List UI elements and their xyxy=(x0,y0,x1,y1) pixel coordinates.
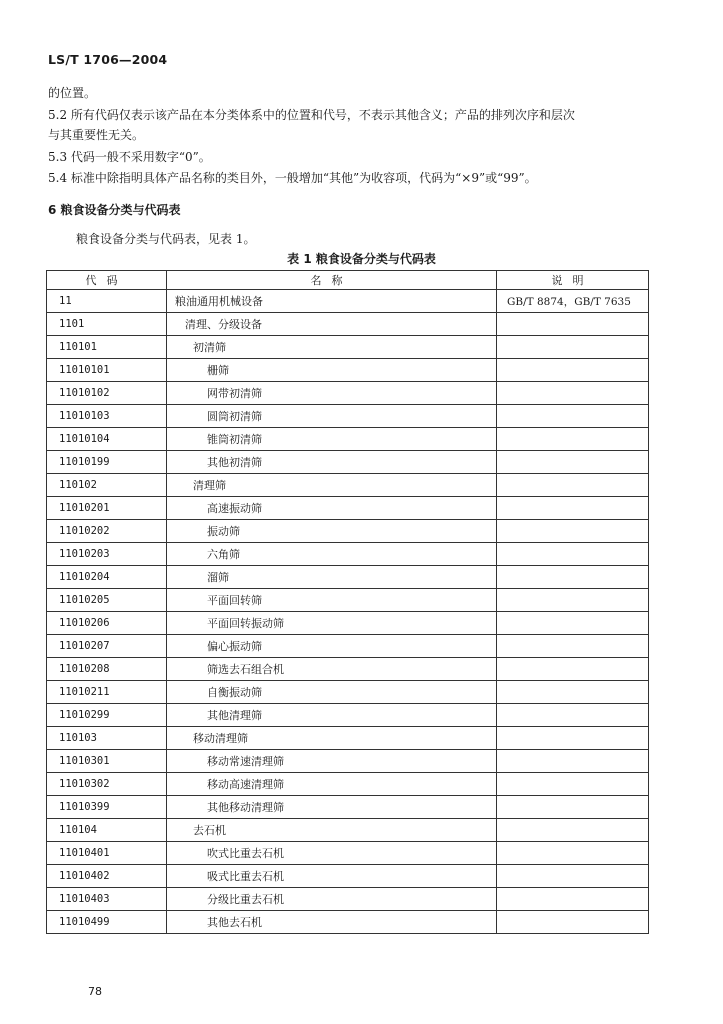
row-note xyxy=(497,750,649,773)
row-name-cell xyxy=(167,727,497,750)
row-name-cell xyxy=(167,750,497,773)
row-name-cell xyxy=(167,796,497,819)
table-row xyxy=(47,888,649,911)
row-note: GB/T 8874，GB/T 7635 xyxy=(497,290,649,313)
row-name: 其他清理筛 xyxy=(207,709,262,722)
row-note xyxy=(497,681,649,704)
row-code: 1101 xyxy=(47,313,167,336)
row-name-cell xyxy=(167,704,497,727)
row-name: 圆筒初清筛 xyxy=(207,410,262,423)
row-name: 移动清理筛 xyxy=(193,732,248,745)
table-header-row xyxy=(47,271,649,290)
row-name: 清理、分级设备 xyxy=(185,318,262,331)
row-code: 11010499 xyxy=(47,911,167,934)
table-row xyxy=(47,911,649,934)
row-code: 11010205 xyxy=(47,589,167,612)
section-intro: 粮食设备分类与代码表，见表 1。 xyxy=(76,232,256,246)
row-name: 其他初清筛 xyxy=(207,456,262,469)
row-note xyxy=(497,520,649,543)
row-name-cell xyxy=(167,543,497,566)
column-header-code: 代码 xyxy=(47,271,167,290)
row-note xyxy=(497,796,649,819)
row-name-cell xyxy=(167,382,497,405)
table-row xyxy=(47,405,649,428)
row-code: 11010203 xyxy=(47,543,167,566)
row-code: 11010202 xyxy=(47,520,167,543)
row-name-cell xyxy=(167,681,497,704)
row-name-cell xyxy=(167,405,497,428)
row-code: 11010301 xyxy=(47,750,167,773)
standard-code: LS/T 1706—2004 xyxy=(48,52,168,67)
row-note xyxy=(497,842,649,865)
row-code: 11010403 xyxy=(47,888,167,911)
row-code: 11010402 xyxy=(47,865,167,888)
row-note xyxy=(497,589,649,612)
row-code: 11010104 xyxy=(47,428,167,451)
row-name: 粮油通用机械设备 xyxy=(175,295,263,308)
page-number: 78 xyxy=(88,985,102,998)
row-name: 移动常速清理筛 xyxy=(207,755,284,768)
row-code: 110104 xyxy=(47,819,167,842)
row-code: 11010204 xyxy=(47,566,167,589)
column-header-note: 说明 xyxy=(497,271,649,290)
row-note xyxy=(497,451,649,474)
table-row xyxy=(47,704,649,727)
table-row xyxy=(47,428,649,451)
row-name: 偏心振动筛 xyxy=(207,640,262,653)
row-code: 11 xyxy=(47,290,167,313)
row-name-cell xyxy=(167,451,497,474)
row-name: 栅筛 xyxy=(207,364,229,377)
row-note xyxy=(497,704,649,727)
section-heading: 6 粮食设备分类与代码表 xyxy=(48,203,181,217)
row-name-cell xyxy=(167,635,497,658)
column-header-name: 名称 xyxy=(167,271,497,290)
table-row xyxy=(47,612,649,635)
row-name-cell xyxy=(167,359,497,382)
row-code: 11010201 xyxy=(47,497,167,520)
row-name: 平面回转振动筛 xyxy=(207,617,284,630)
table-row xyxy=(47,865,649,888)
row-code: 11010207 xyxy=(47,635,167,658)
row-code: 110102 xyxy=(47,474,167,497)
row-name-cell xyxy=(167,497,497,520)
table-row xyxy=(47,727,649,750)
table-row xyxy=(47,635,649,658)
row-code: 11010299 xyxy=(47,704,167,727)
row-name: 平面回转筛 xyxy=(207,594,262,607)
table-row xyxy=(47,819,649,842)
row-note xyxy=(497,497,649,520)
table-caption: 表 1 粮食设备分类与代码表 xyxy=(287,252,436,266)
table-row xyxy=(47,543,649,566)
row-note xyxy=(497,635,649,658)
row-name-cell xyxy=(167,428,497,451)
row-name: 高速振动筛 xyxy=(207,502,262,515)
row-name-cell xyxy=(167,773,497,796)
row-name: 六角筛 xyxy=(207,548,240,561)
row-note xyxy=(497,888,649,911)
table-row xyxy=(47,497,649,520)
row-name: 初清筛 xyxy=(193,341,226,354)
table-row xyxy=(47,842,649,865)
table-row xyxy=(47,658,649,681)
table-row xyxy=(47,589,649,612)
row-code: 11010103 xyxy=(47,405,167,428)
table-row xyxy=(47,382,649,405)
row-name-cell xyxy=(167,313,497,336)
row-code: 11010302 xyxy=(47,773,167,796)
row-code: 110103 xyxy=(47,727,167,750)
row-note xyxy=(497,313,649,336)
table-row xyxy=(47,451,649,474)
row-name-cell xyxy=(167,589,497,612)
row-name-cell xyxy=(167,612,497,635)
row-name-cell xyxy=(167,566,497,589)
row-code: 11010399 xyxy=(47,796,167,819)
row-name-cell xyxy=(167,290,497,313)
row-note xyxy=(497,658,649,681)
row-note xyxy=(497,612,649,635)
row-name: 清理筛 xyxy=(193,479,226,492)
row-note xyxy=(497,474,649,497)
table-row xyxy=(47,474,649,497)
row-code: 11010401 xyxy=(47,842,167,865)
row-name: 移动高速清理筛 xyxy=(207,778,284,791)
row-name-cell xyxy=(167,336,497,359)
table-row xyxy=(47,681,649,704)
row-code: 110101 xyxy=(47,336,167,359)
row-note xyxy=(497,727,649,750)
row-note xyxy=(497,405,649,428)
table-row xyxy=(47,796,649,819)
row-note xyxy=(497,543,649,566)
row-name-cell xyxy=(167,474,497,497)
row-note xyxy=(497,865,649,888)
row-code: 11010102 xyxy=(47,382,167,405)
row-name: 自衡振动筛 xyxy=(207,686,262,699)
row-note xyxy=(497,566,649,589)
row-note xyxy=(497,382,649,405)
table-row xyxy=(47,566,649,589)
row-name: 分级比重去石机 xyxy=(207,893,284,906)
table-row xyxy=(47,290,649,313)
row-name-cell xyxy=(167,819,497,842)
table-row xyxy=(47,750,649,773)
paragraph-line: 5.2 所有代码仅表示该产品在本分类体系中的位置和代号，不表示其他含义；产品的排列次序和层次 xyxy=(48,108,575,122)
row-name-cell xyxy=(167,842,497,865)
classification-table xyxy=(46,270,649,934)
row-name: 锥筒初清筛 xyxy=(207,433,262,446)
row-code: 11010208 xyxy=(47,658,167,681)
row-name-cell xyxy=(167,865,497,888)
row-note xyxy=(497,819,649,842)
row-name: 溜筛 xyxy=(207,571,229,584)
row-code: 11010199 xyxy=(47,451,167,474)
table-row xyxy=(47,520,649,543)
row-code: 11010101 xyxy=(47,359,167,382)
row-code: 11010206 xyxy=(47,612,167,635)
paragraph-line: 的位置。 xyxy=(48,86,97,100)
row-note xyxy=(497,773,649,796)
row-name-cell xyxy=(167,888,497,911)
row-name: 其他移动清理筛 xyxy=(207,801,284,814)
row-name: 吹式比重去石机 xyxy=(207,847,284,860)
paragraph-line: 与其重要性无关。 xyxy=(48,128,145,142)
paragraph-line: 5.4 标准中除指明具体产品名称的类目外，一般增加“其他”为收容项，代码为“×9”或“99”。 xyxy=(48,171,537,185)
row-name: 筛选去石组合机 xyxy=(207,663,284,676)
table-row xyxy=(47,313,649,336)
row-note xyxy=(497,336,649,359)
row-name-cell xyxy=(167,911,497,934)
row-name: 网带初清筛 xyxy=(207,387,262,400)
row-name-cell xyxy=(167,520,497,543)
table-row xyxy=(47,336,649,359)
row-note xyxy=(497,911,649,934)
row-name-cell xyxy=(167,658,497,681)
row-name: 振动筛 xyxy=(207,525,240,538)
row-code: 11010211 xyxy=(47,681,167,704)
table-row xyxy=(47,773,649,796)
row-name: 其他去石机 xyxy=(207,916,262,929)
row-name: 去石机 xyxy=(193,824,226,837)
row-name: 吸式比重去石机 xyxy=(207,870,284,883)
paragraph-line: 5.3 代码一般不采用数字“0”。 xyxy=(48,150,211,164)
row-note xyxy=(497,359,649,382)
row-note xyxy=(497,428,649,451)
table-row xyxy=(47,359,649,382)
